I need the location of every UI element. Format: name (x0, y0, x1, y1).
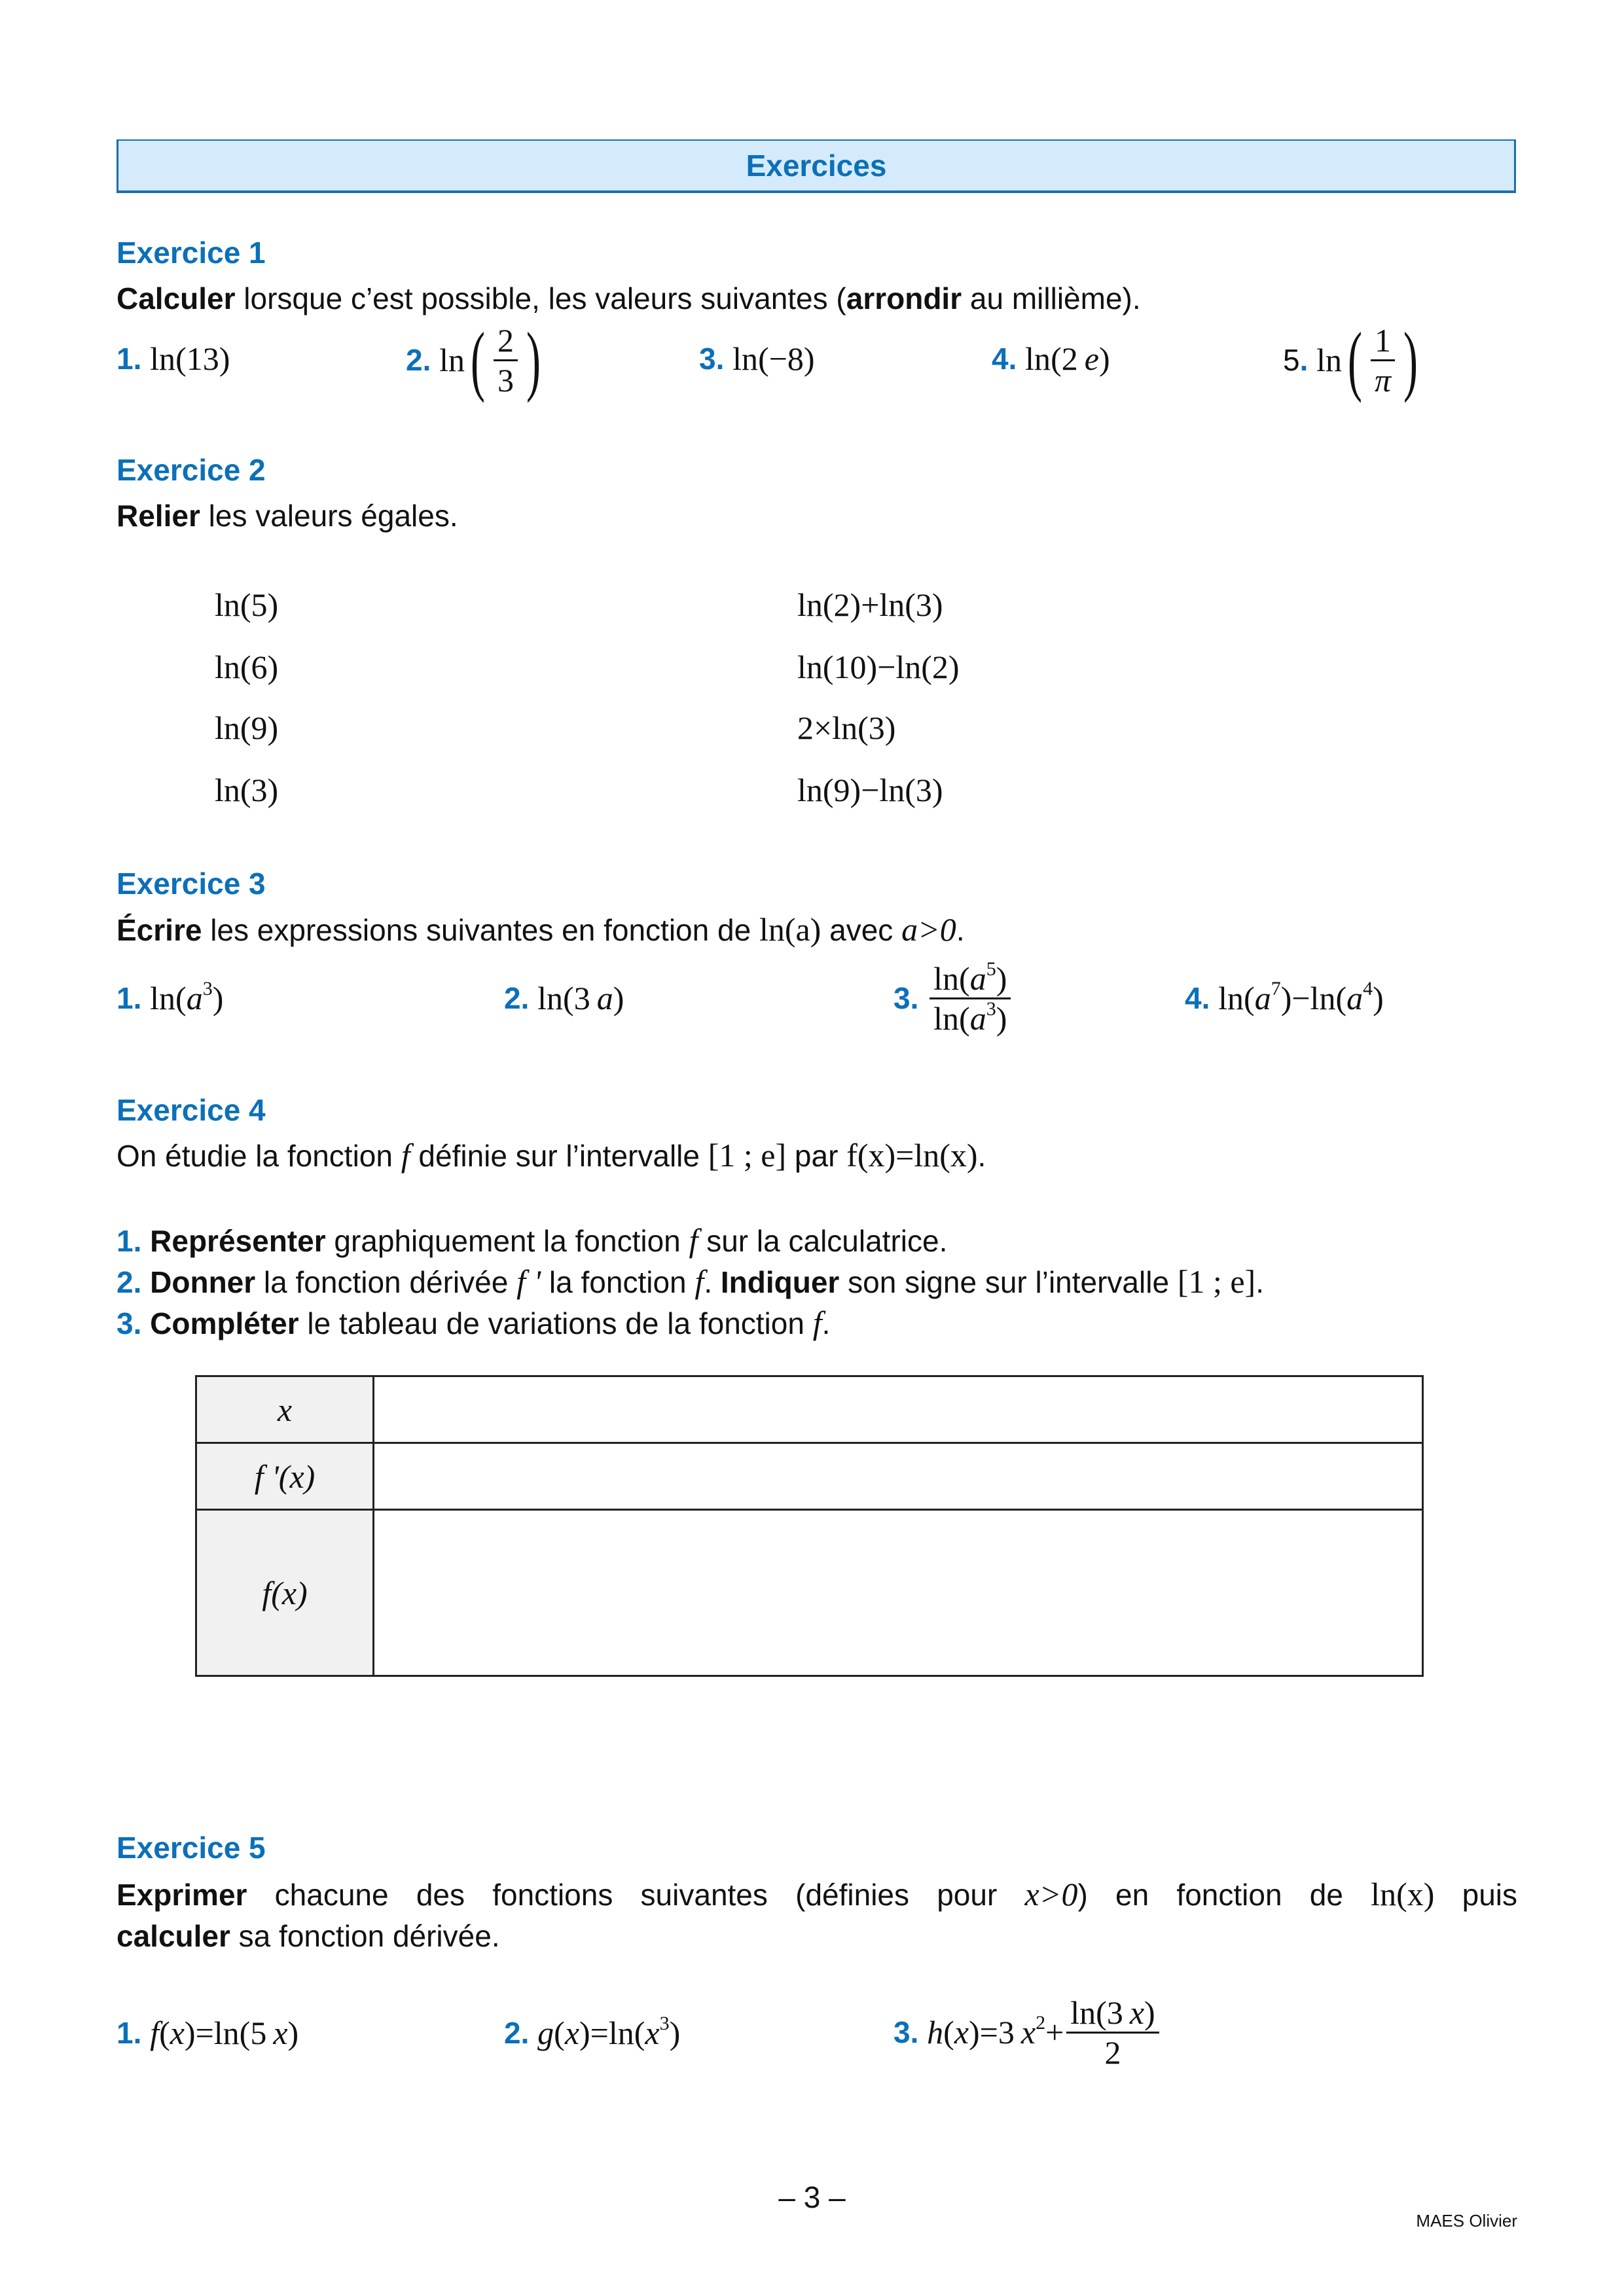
item-number: 1. (117, 342, 142, 376)
exercise-5-instruction-line-2 (117, 1918, 500, 1954)
instruction-verb: Calculer (117, 281, 236, 315)
math-expr: ln(−8) (732, 340, 815, 377)
exercise-5-instruction-line-1 (117, 1873, 1517, 1916)
math-fn: ln (1316, 342, 1343, 378)
exercise-1-instruction (117, 280, 1141, 317)
intro-text: par (786, 1139, 847, 1173)
exercise-3-item-2 (504, 980, 624, 1016)
exercise-5-item-2 (504, 2015, 680, 2051)
math-inline: ln(a) (759, 911, 821, 948)
section-header (117, 139, 1516, 193)
instruction-verb: calculer (117, 1919, 230, 1953)
variation-table (195, 1375, 1424, 1677)
row-label-fprime: f '(x) (196, 1443, 374, 1510)
math-fn: ln (439, 342, 465, 378)
item-number: 2. (117, 1265, 142, 1299)
instruction-verb: arrondir (846, 281, 962, 315)
exercise-3-instruction (117, 911, 965, 948)
intro-text: . (977, 1139, 986, 1173)
math-inline: ln(x) (1371, 1876, 1435, 1912)
table-row-x (196, 1376, 1423, 1443)
exercise-3-item-4 (1185, 980, 1384, 1016)
item-number: 4. (992, 342, 1017, 376)
page-number: – 3 – (778, 2180, 846, 2214)
instruction-text: ) en fonction de (1077, 1878, 1371, 1912)
right-value[interactable]: ln(10)−ln(2) (797, 649, 960, 685)
instruction-text: sa fonction dérivée. (230, 1919, 500, 1953)
author: MAES Olivier (1416, 2211, 1517, 2231)
item-number: 3. (893, 2015, 919, 2049)
left-value[interactable]: ln(9) (215, 709, 279, 746)
exercise-1-item-2: 2. ln ( $\frac{2}{3}$ ) (406, 316, 541, 403)
exercise-1-item-5: 5 . ln ( $\frac{1}{\pi}$ ) (1283, 316, 1418, 403)
table-row-fprime (196, 1443, 1423, 1510)
instruction-verb: Représenter (150, 1224, 326, 1258)
item-number-dot: . (1299, 343, 1308, 377)
instruction-verb: Écrire (117, 913, 202, 947)
math-inline: [1 ; e] (708, 1137, 787, 1174)
instruction-verb: Donner (150, 1265, 256, 1299)
question-text: son signe sur l’intervalle (839, 1265, 1178, 1299)
row-cell-fprime[interactable] (374, 1443, 1423, 1510)
item-number: 1. (117, 981, 142, 1015)
item-number: 3. (117, 1306, 142, 1340)
math-expr: ln(13) (150, 340, 230, 377)
instruction-text: chacune des fonctions suivantes (définies pour (247, 1878, 1025, 1912)
math-inline: f (812, 1304, 822, 1341)
row-label-x: x (196, 1376, 374, 1443)
exercise-4-title: Exercice 4 (117, 1093, 266, 1127)
exercise-3-item-1 (117, 980, 223, 1016)
exercise-4-intro (117, 1137, 986, 1174)
exercise-5-item-1 (117, 2015, 298, 2051)
math-expr: $\ln(a^3)$ (150, 978, 224, 1016)
table-row-f (196, 1510, 1423, 1676)
exercise-2-title: Exercice 2 (117, 453, 266, 487)
exercise-3-title: Exercice 3 (117, 867, 266, 901)
instruction-verb: Exprimer (117, 1878, 247, 1912)
question-text: la fonction dérivée (255, 1265, 517, 1299)
row-cell-x[interactable] (374, 1376, 1423, 1443)
instruction-text: . (956, 913, 965, 947)
instruction-text: les expressions suivantes en fonction de (202, 913, 759, 947)
instruction-text: au millième). (962, 281, 1141, 315)
item-number: 1. (117, 2016, 142, 2050)
math-expr: ln(3 a) (537, 980, 624, 1016)
intro-text: définie sur l’intervalle (410, 1139, 708, 1173)
instruction-verb: Relier (117, 499, 200, 533)
question-text: graphiquement la fonction (325, 1224, 689, 1258)
instruction-verb: Compléter (150, 1306, 299, 1340)
right-value[interactable]: 2×ln(3) (797, 709, 896, 746)
item-number: 3. (699, 342, 725, 376)
instruction-text: puis (1434, 1878, 1517, 1912)
exercise-2-instruction (117, 497, 458, 534)
fraction: $\frac{\ln(3 x)}{2}$ (1066, 1995, 1159, 2070)
left-value[interactable]: ln(5) (215, 586, 279, 623)
intro-text: On étudie la fonction (117, 1139, 401, 1173)
math-inline: x>0 (1024, 1876, 1078, 1912)
instruction-text: avec (821, 913, 902, 947)
math-expr: $\ln(a^7)-\ln(a^4)$ (1218, 978, 1384, 1016)
exercise-5-title: Exercice 5 (117, 1831, 266, 1865)
exercise-3-item-3 (893, 956, 1013, 1041)
item-number: 4. (1185, 981, 1210, 1015)
item-number: 2. (504, 981, 530, 1015)
fraction: $\frac{1}{\pi}$ (1371, 323, 1395, 398)
exercise-1-item-4 (992, 340, 1110, 377)
section-title: Exercices (746, 149, 887, 183)
instruction-verb: Indiquer (720, 1265, 840, 1299)
exercise-4-question-3 (117, 1304, 830, 1342)
exercise-4-question-1 (117, 1222, 947, 1259)
question-text: . (821, 1306, 831, 1340)
math-expr: $g(x)=\ln(x^3)$ (537, 2013, 681, 2051)
question-text: la fonction (541, 1265, 695, 1299)
fraction: $\frac{\ln(a^5)}{\ln(a^3)}$ (929, 961, 1011, 1036)
math-expr: f(x)=ln(5 x) (150, 2015, 299, 2051)
math-expr: ln(2 e) (1025, 340, 1110, 377)
math-inline: f (689, 1222, 698, 1259)
math-inline: f (695, 1263, 704, 1300)
exercise-1-item-3 (699, 340, 815, 377)
left-value[interactable]: ln(6) (215, 649, 279, 685)
exercise-5-item-3 (893, 1990, 1162, 2075)
math-expr: h(x)=3 $x^2+$ (927, 2012, 1064, 2051)
exercise-4-question-2 (117, 1263, 1264, 1300)
math-inline: a>0 (901, 911, 956, 948)
question-text: . (704, 1265, 721, 1299)
left-value[interactable]: ln(3) (215, 772, 279, 808)
math-inline: f (401, 1137, 410, 1174)
item-number: 5 (1283, 343, 1300, 377)
question-text: sur la calculatrice. (698, 1224, 948, 1258)
math-inline: f(x)=ln(x) (846, 1137, 978, 1174)
right-value[interactable]: ln(2)+ln(3) (797, 586, 943, 623)
row-label-f: f(x) (196, 1510, 374, 1676)
item-number: 2. (504, 2016, 530, 2050)
right-value[interactable]: ln(9)−ln(3) (797, 772, 943, 808)
exercise-1-title: Exercice 1 (117, 236, 266, 270)
math-inline: [1 ; e] (1177, 1263, 1256, 1300)
item-number: 2. (406, 343, 431, 377)
item-number: 1. (117, 1224, 142, 1258)
question-text: . (1255, 1265, 1264, 1299)
instruction-text: lorsque c’est possible, les valeurs suivantes ( (235, 281, 846, 315)
fraction: $\frac{2}{3}$ (494, 323, 518, 398)
question-text: le tableau de variations de la fonction (298, 1306, 813, 1340)
row-cell-f[interactable] (374, 1510, 1423, 1676)
exercise-1-item-1 (117, 340, 230, 377)
instruction-text: les valeurs égales. (200, 499, 458, 533)
math-inline: f ' (516, 1263, 541, 1300)
item-number: 3. (893, 981, 919, 1015)
